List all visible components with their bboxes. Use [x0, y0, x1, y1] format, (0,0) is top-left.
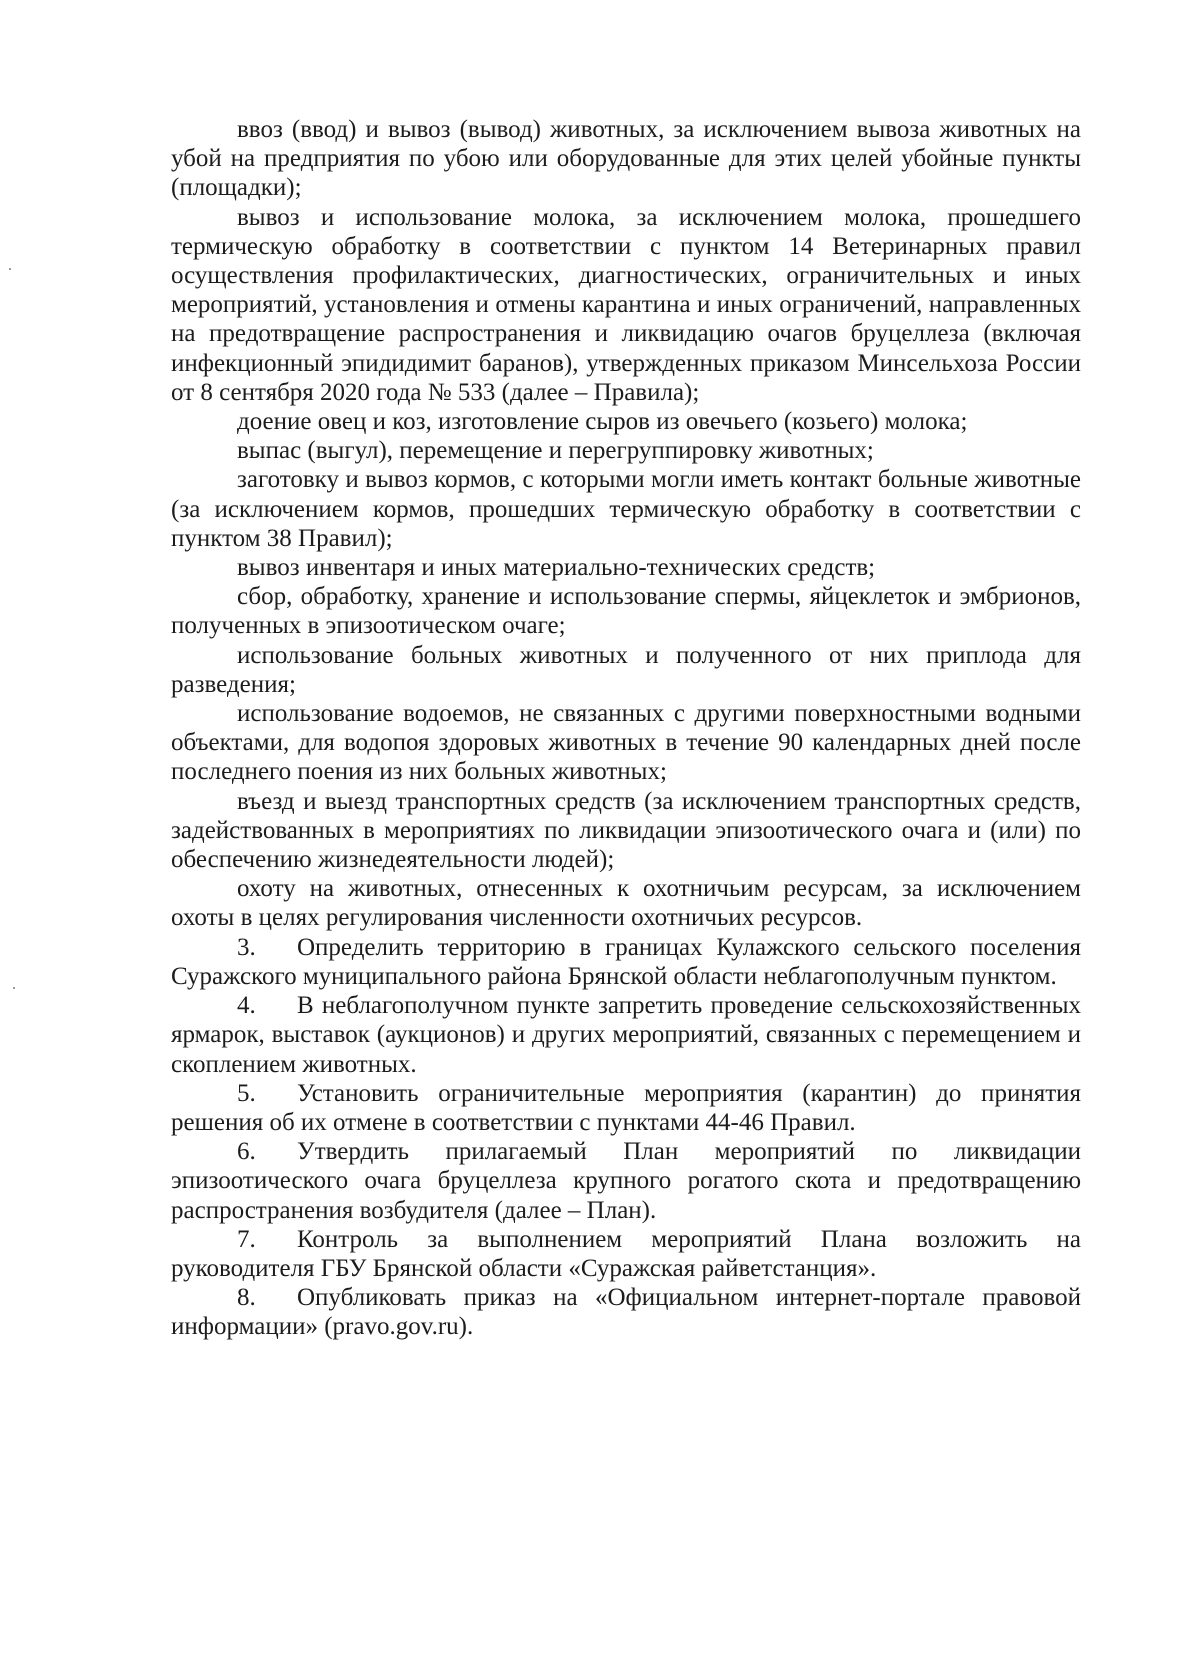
numbered-paragraph: 8. Опубликовать приказ на «Официальном интернет-портале правовой информации» (pravo.gov.ru). — [171, 1284, 1081, 1341]
scan-artifact-dot — [13, 987, 15, 989]
paragraph: использование водоемов, не связанных с другими поверхностными водными объектами, для водопоя здоровых животных в течение 90 календарных дней после последнего поения из них больных животных; — [171, 700, 1081, 786]
paragraph-number: 5. — [237, 1079, 256, 1107]
paragraph-number: 4. — [237, 992, 256, 1020]
paragraph: доение овец и коз, изготовление сыров из овечьего (козьего) молока; — [237, 408, 968, 436]
paragraph: вывоз и использование молока, за исключением молока, прошедшего термическую обработку в соответствии с пунктом 14 Ветеринарных правил осуществления профилактических, диагностических, ограничительных и иных мероприятий, установления и отмены карантина и иных ограничений, направленных на предотвращение распространения и ликвидацию очагов бруцеллеза (включая инфекционный эпидидимит баранов), утвержденных приказом Минсельхоза России от 8 сентября 2020 года № 533 (далее – Правила); — [171, 203, 1081, 406]
numbered-paragraph: 6. Утвердить прилагаемый План мероприятий по ликвидации эпизоотического очага бруцеллеза крупного рогатого скота и предотвращению распространения возбудителя (далее – План). — [171, 1138, 1081, 1224]
paragraph: выпас (выгул), перемещение и перегруппировку животных; — [237, 437, 874, 465]
paragraph: заготовку и вывоз кормов, с которыми могли иметь контакт больные животные (за исключением кормов, прошедших термическую обработку в соответствии с пунктом 38 Правил); — [171, 466, 1081, 552]
paragraph: въезд и выезд транспортных средств (за исключением транспортных средств, задействованных в мероприятиях по ликвидации эпизоотического очага и (или) по обеспечению жизнедеятельности людей); — [171, 787, 1081, 874]
paragraph-number: 6. — [237, 1138, 256, 1166]
paragraph: ввоз (ввод) и вывоз (вывод) животных, за исключением вывоза животных на убой на предприятия по убою или оборудованные для этих целей убойные пункты (площадки); — [171, 116, 1081, 202]
numbered-paragraph: 3. Определить территорию в границах Кулажского сельского поселения Суражского муниципального района Брянской области неблагополучным пунктом. — [171, 933, 1081, 990]
paragraph: вывоз инвентаря и иных материально-технических средств; — [237, 554, 876, 582]
numbered-paragraph: 4. В неблагополучном пункте запретить проведение сельскохозяйственных ярмарок, выставок (аукционов) и других мероприятий, связанных с перемещением и скоплением животных. — [171, 992, 1081, 1078]
document-body — [171, 115, 1081, 1342]
paragraph-number: 3. — [237, 933, 256, 961]
paragraph-number: 7. — [237, 1225, 256, 1253]
paragraph-number: 8. — [237, 1284, 256, 1312]
paragraph: сбор, обработку, хранение и использование спермы, яйцеклеток и эмбрионов, полученных в эпизоотическом очаге; — [171, 583, 1081, 640]
scan-artifact-dot — [9, 268, 11, 270]
numbered-paragraph: 5. Установить ограничительные мероприятия (карантин) до принятия решения об их отмене в соответствии с пунктами 44-46 Правил. — [171, 1079, 1081, 1136]
numbered-paragraph: 7. Контроль за выполнением мероприятий Плана возложить на руководителя ГБУ Брянской области «Суражская райветстанция». — [171, 1225, 1081, 1282]
paragraph: использование больных животных и полученного от них приплода для разведения; — [171, 641, 1081, 698]
paragraph: охоту на животных, отнесенных к охотничьим ресурсам, за исключением охоты в целях регулирования численности охотничьих ресурсов. — [171, 875, 1081, 932]
